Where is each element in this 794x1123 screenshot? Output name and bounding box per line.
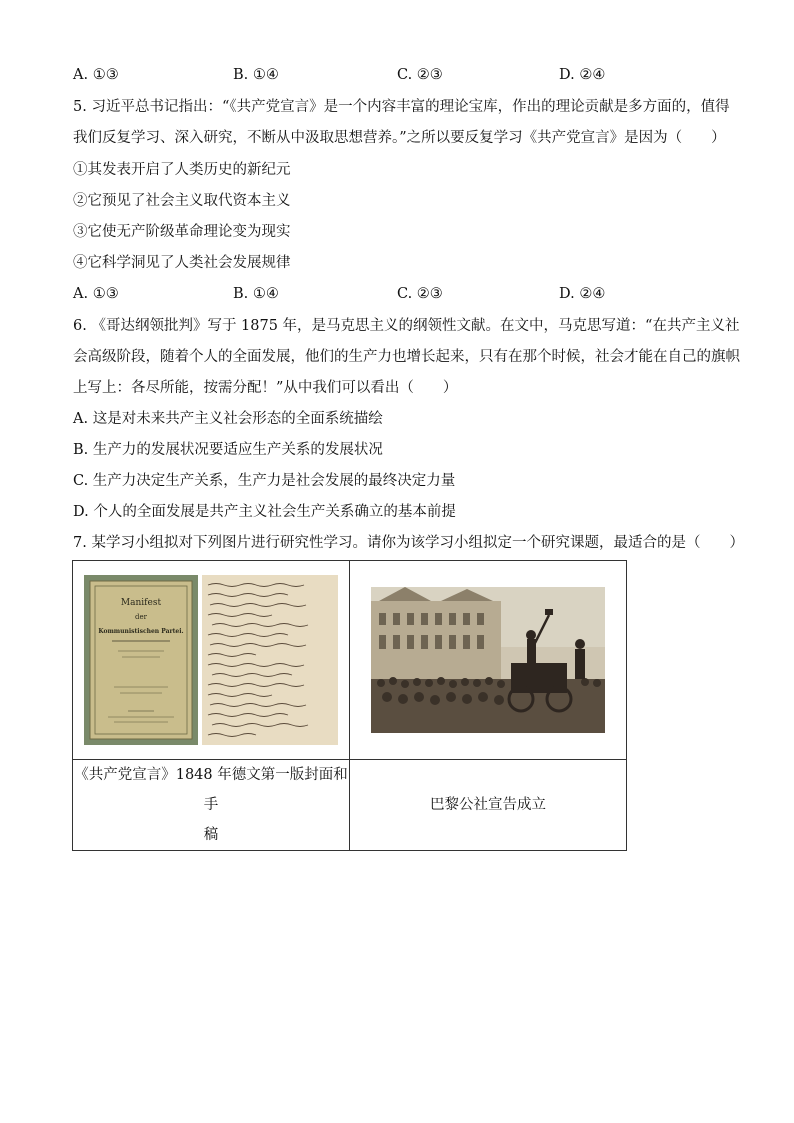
q5-statement-2: ②它预见了社会主义取代资本主义 [73,193,291,209]
q6-option-a: A. 这是对未来共产主义社会形态的全面系统描绘 [73,411,383,427]
q5-option-c: C. ②③ [397,286,443,302]
q6-stem-line-3: 上写上：各尽所能，按需分配！”从中我们可以看出（ ） [73,380,458,396]
q7-stem: 7. 某学习小组拟对下列图片进行研究性学习。请你为该学习小组拟定一个研究课题，最适合的是（ ） [73,535,744,551]
cover-title-text: Manifest [120,598,162,608]
q7-left-caption [73,760,350,851]
cover-der-text: der [135,613,147,621]
q5-option-d: D. ②④ [559,286,606,302]
q4-option-b: B. ①④ [233,67,279,83]
q6-option-c: C. 生产力决定生产关系，生产力是社会发展的最终决定力量 [73,473,456,489]
q4-option-a: A. ①③ [73,67,119,83]
q4-option-d: D. ②④ [559,67,606,83]
q4-option-c: C. ②③ [397,67,443,83]
q5-statement-1: ①其发表开启了人类历史的新纪元 [73,162,291,178]
q5-stem-line-1: 5. 习近平总书记指出：“《共产党宣言》是一个内容丰富的理论宝库，作出的理论贡献是多方面的，值得 [73,99,730,115]
manifesto-cover-and-manuscript-image [84,575,338,745]
q5-stem-line-2: 我们反复学习、深入研究，不断从中汲取思想营养。”之所以要反复学习《共产党宣言》是因为（ ） [73,130,726,146]
q5-options [73,284,723,304]
q7-left-caption-line-2: 稿 [203,827,219,843]
paris-commune-illustration [371,587,605,733]
q5-statement-4: ④它科学洞见了人类社会发展规律 [73,255,291,271]
q7-right-image-cell [350,561,627,760]
q4-options [73,65,723,85]
q7-right-caption-line-1: 巴黎公社宣告成立 [430,797,546,813]
cover-subtitle-text: Kommunistischen Partei. [98,628,184,635]
q5-option-a: A. ①③ [73,286,119,302]
q6-stem-line-2: 会高级阶段，随着个人的全面发展，他们的生产力也增长起来，只有在那个时候，社会才能在自己的旗帜 [73,349,740,365]
q6-option-d: D. 个人的全面发展是共产主义社会生产关系确立的基本前提 [73,504,456,520]
q6-stem-line-1: 6. 《哥达纲领批判》写于 1875 年，是马克思主义的纲领性文献。在文中，马克思写道：“在共产主义社 [73,318,740,334]
q7-right-caption [350,760,627,851]
q5-option-b: B. ①④ [233,286,279,302]
q6-option-b: B. 生产力的发展状况要适应生产关系的发展状况 [73,442,383,458]
q5-statement-3: ③它使无产阶级革命理论变为现实 [73,224,291,240]
q7-left-image-cell [73,561,350,760]
q7-image-table [72,560,627,851]
q7-left-caption-line-1: 《共产党宣言》1848 年德文第一版封面和手 [74,767,348,813]
